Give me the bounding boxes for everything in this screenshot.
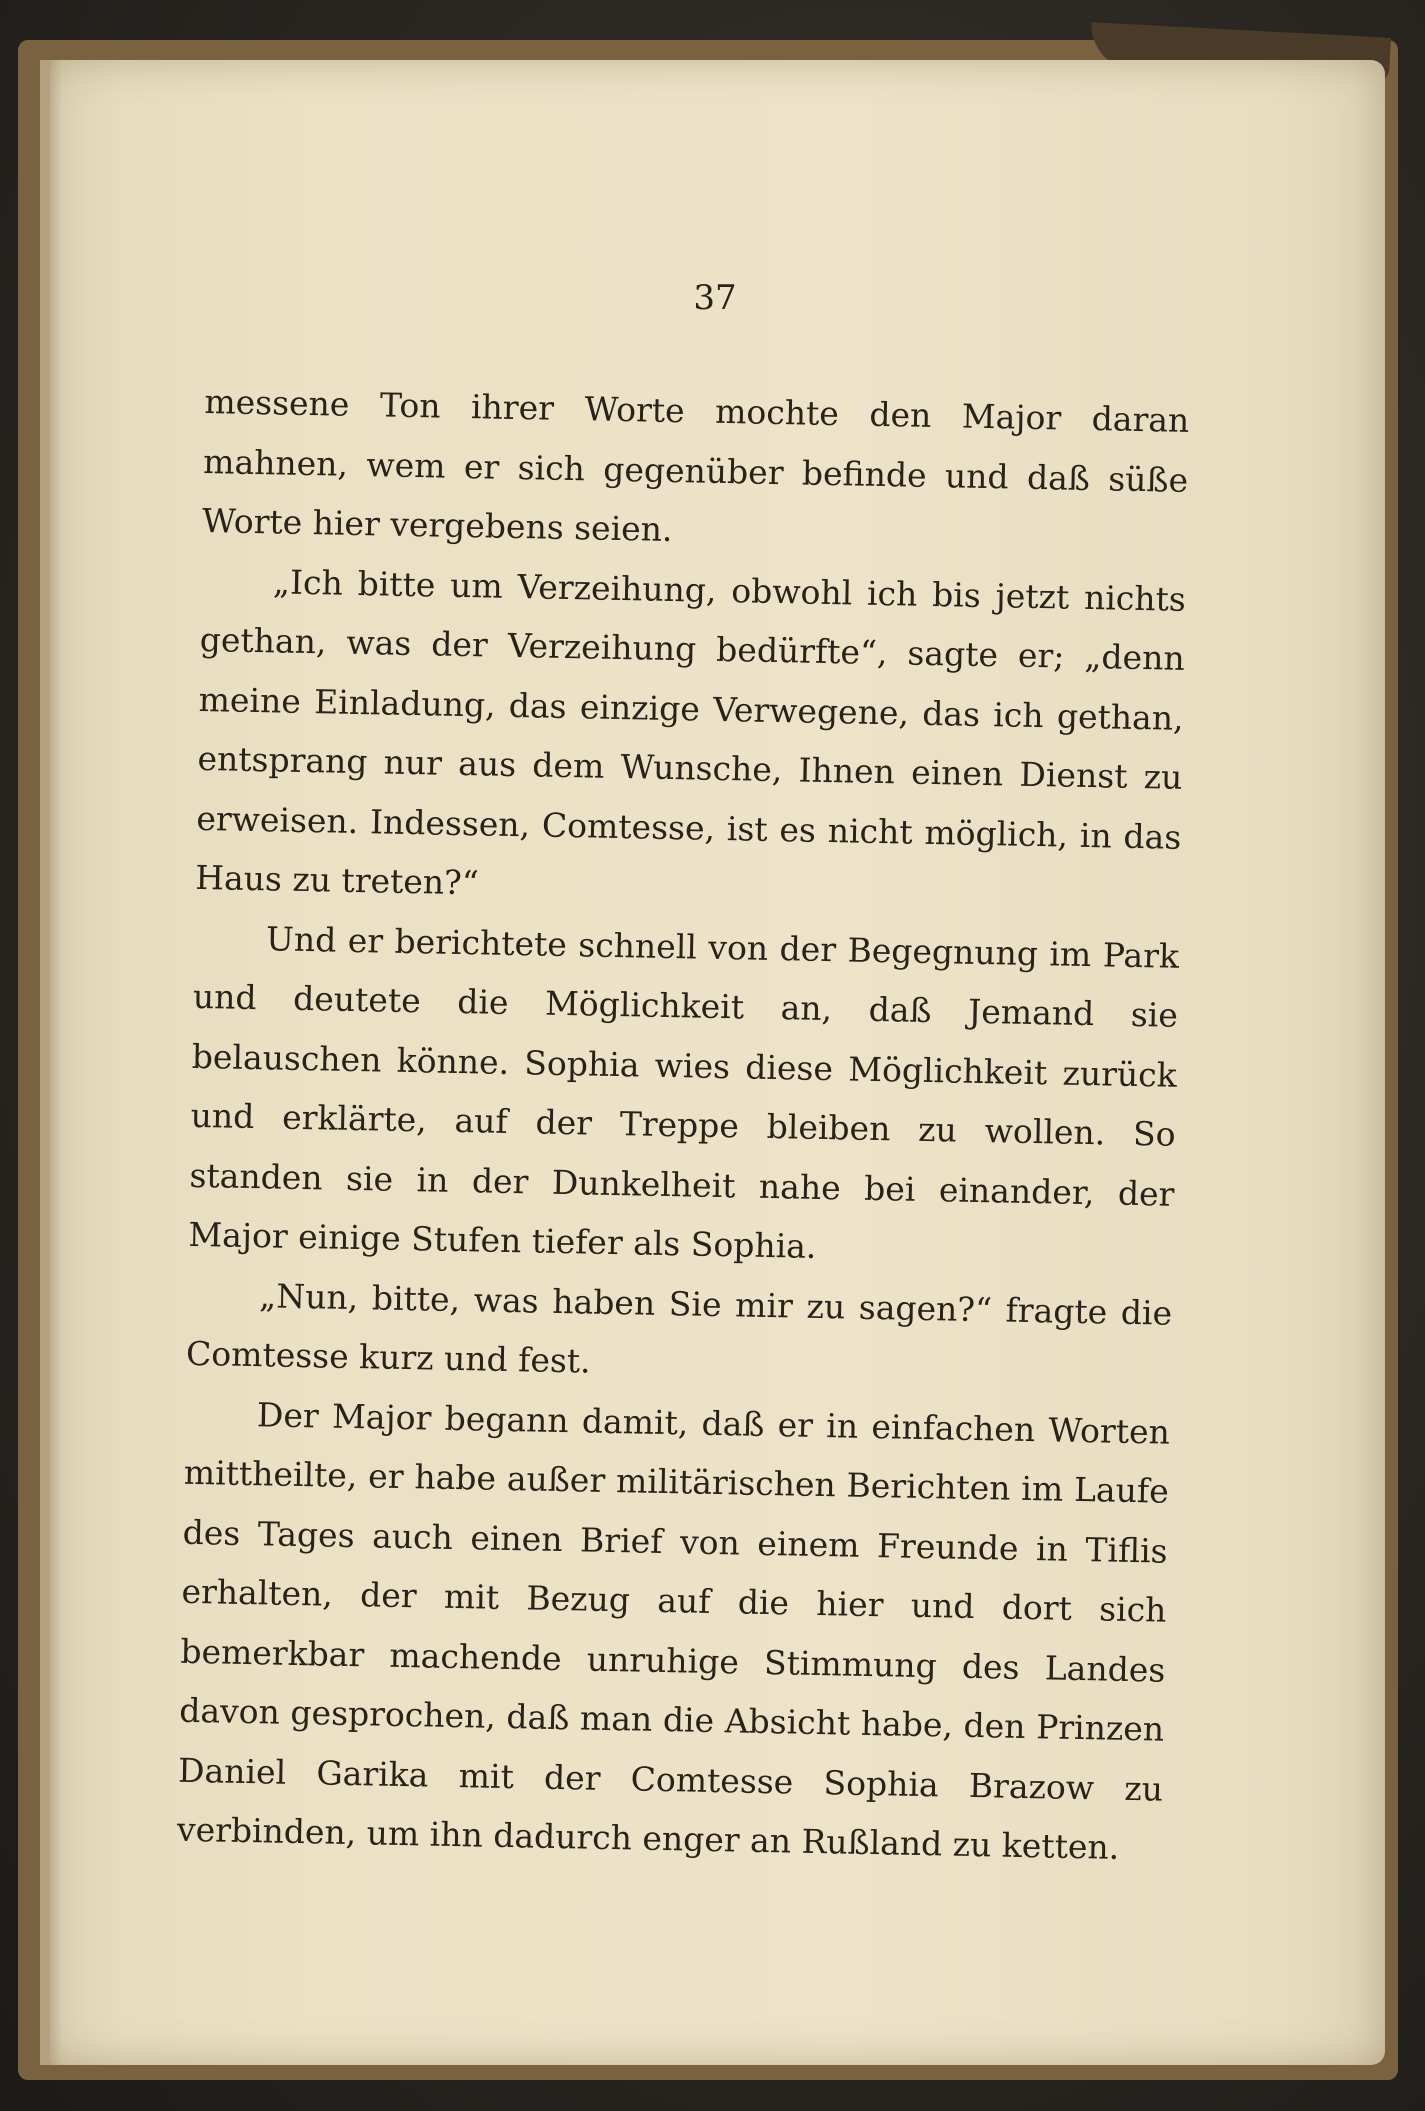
page-body [176,372,1189,1878]
page-gutter [40,60,50,2065]
paragraph: Und er berichtete schnell von der Begegnung im Park und deutete die Möglichkeit an, daß Jemand sie belauschen könne. Sophia wies diese Möglichkeit zurück und erklärte, auf der Treppe bleiben zu wollen. So standen sie in der Dunkelheit nahe bei einander, der Major einige Stufen tiefer als Sophia. [188,918,1180,1266]
paragraph: Der Major begann damit, daß er in einfachen Worten mittheilte, er habe außer militärischen Berichten im Laufe des Tages auch einen Brief von einem Freunde in Tiflis erhalten, der mit Bezug auf die hier und dort sich bemerkbar machende unruhige Stimmung des Landes davon gesprochen, daß man die Absicht habe, den Prinzen Daniel Garika mit der Comtesse Sophia Brazow zu verbinden, um ihn dadurch enger an Rußland zu ketten. [176,1394,1171,1867]
paragraph: „Ich bitte um Verzeihung, obwohl ich bis jetzt nichts gethan, was der Verzeihung bedürfte“, sagte er; „denn meine Einladung, das einzige Verwegene, das ich gethan, entsprang nur aus dem Wunsche, Ihnen einen Dienst zu erweisen. Indessen, Comtesse, ist es nicht möglich, in das Haus zu treten?“ [194,561,1187,903]
paragraph-continuation: messene Ton ihrer Worte mochte den Major daran mahnen, wem er sich gegenüber befinde und daß süße Worte hier vergebens seien. [201,381,1190,550]
paragraph: „Nun, bitte, was haben Sie mir zu sagen?“ fragte die Comtesse kurz und fest. [185,1275,1173,1381]
page-number: 37 [693,278,737,318]
